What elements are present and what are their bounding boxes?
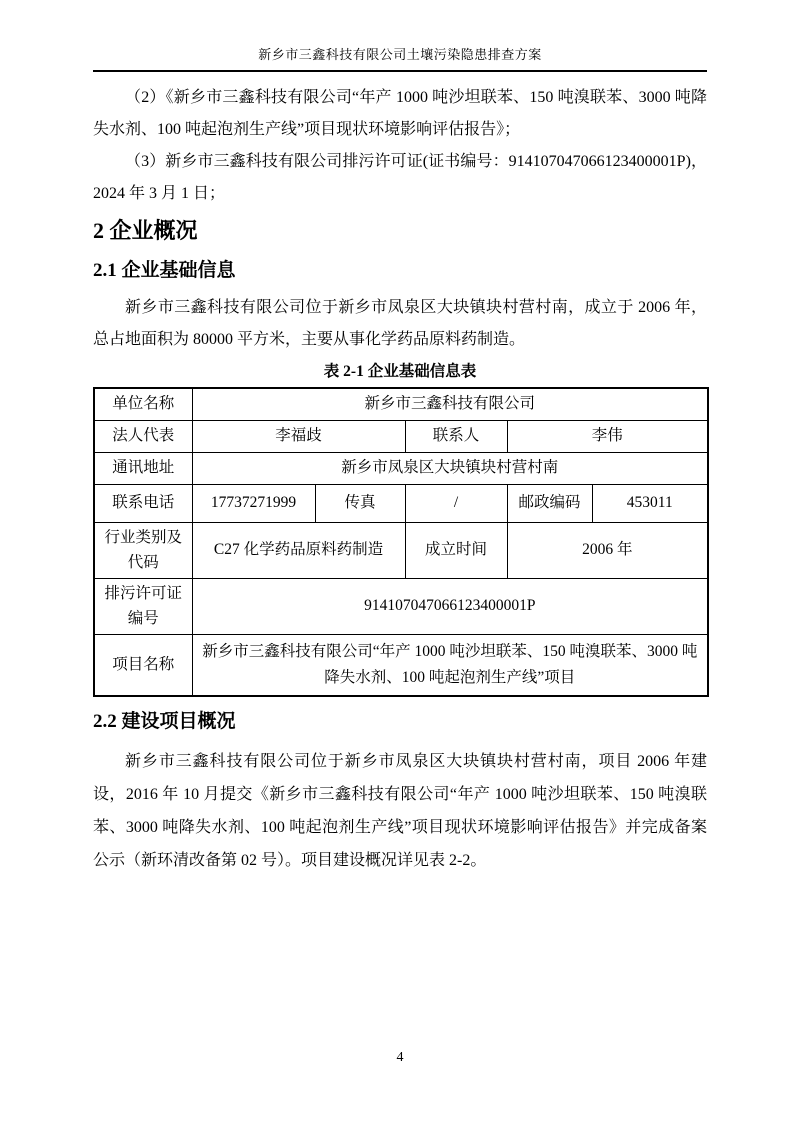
page-header [93, 45, 707, 72]
section-2-1-paragraph: 新乡市三鑫科技有限公司位于新乡市凤泉区大块镇块村营村南，成立于 2006 年，总占地面积为 80000 平方米，主要从事化学药品原料药制造。 [93, 299, 707, 348]
cell-phone: 17737271999 [192, 484, 315, 522]
table-row [94, 420, 708, 452]
table-row [94, 452, 708, 484]
cell-industry: C27 化学药品原料药制造 [192, 522, 405, 578]
cell-address-label: 通讯地址 [94, 452, 192, 484]
cell-unit-name-label: 单位名称 [94, 388, 192, 420]
cell-legal-rep-label: 法人代表 [94, 420, 192, 452]
section-2-2-paragraph: 新乡市三鑫科技有限公司位于新乡市凤泉区大块镇块村营村南，项目 2006 年建设，2016 年 10 月提交《新乡市三鑫科技有限公司“年产 1000 吨沙坦联苯、150 吨溴联苯、3000 吨降失水剂、100 吨起泡剂生产线”项目现状环境影响评估报告》并完成备案公示（新环清改备第 02 号）。项目建设概况详见表 2-2。 [93, 753, 707, 870]
cell-fax: / [405, 484, 507, 522]
cell-permit-no: 914107047066123400001P [192, 578, 708, 634]
cell-established-label: 成立时间 [405, 522, 507, 578]
page-number: 4 [396, 1050, 404, 1065]
table-row [94, 578, 708, 634]
table-row [94, 634, 708, 696]
cell-postcode-label: 邮政编码 [507, 484, 592, 522]
table-row [94, 522, 708, 578]
cell-established: 2006 年 [507, 522, 708, 578]
cell-address: 新乡市凤泉区大块镇块村营村南 [192, 452, 708, 484]
cell-project-name: 新乡市三鑫科技有限公司“年产 1000 吨沙坦联苯、150 吨溴联苯、3000 吨降失水剂、100 吨起泡剂生产线”项目 [192, 634, 708, 696]
section-2-1-heading: 2.1 企业基础信息 [93, 260, 236, 281]
cell-phone-label: 联系电话 [94, 484, 192, 522]
reference-item-3: （3）新乡市三鑫科技有限公司排污许可证(证书编号：914107047066123400001P)，2024 年 3 月 1 日； [93, 153, 707, 202]
table-row [94, 484, 708, 522]
basic-info-table [93, 387, 709, 697]
table-row [94, 388, 708, 420]
section-2-2-heading: 2.2 建设项目概况 [93, 711, 236, 733]
cell-postcode: 453011 [592, 484, 708, 522]
cell-legal-rep: 李福歧 [192, 420, 405, 452]
cell-contact: 李伟 [507, 420, 708, 452]
reference-item-2: （2）《新乡市三鑫科技有限公司“年产 1000 吨沙坦联苯、150 吨溴联苯、3000 吨降失水剂、100 吨起泡剂生产线”项目现状环境影响评估报告》； [93, 89, 707, 138]
section-2-heading: 2 企业概况 [93, 218, 198, 243]
cell-contact-label: 联系人 [405, 420, 507, 452]
header-title: 新乡市三鑫科技有限公司土壤污染隐患排查方案 [258, 47, 542, 62]
table-2-1-caption: 表 2-1 企业基础信息表 [323, 363, 477, 380]
cell-unit-name: 新乡市三鑫科技有限公司 [192, 388, 708, 420]
cell-fax-label: 传真 [315, 484, 405, 522]
cell-industry-label: 行业类别及代码 [94, 522, 192, 578]
cell-permit-no-label: 排污许可证编号 [94, 578, 192, 634]
cell-project-name-label: 项目名称 [94, 634, 192, 696]
